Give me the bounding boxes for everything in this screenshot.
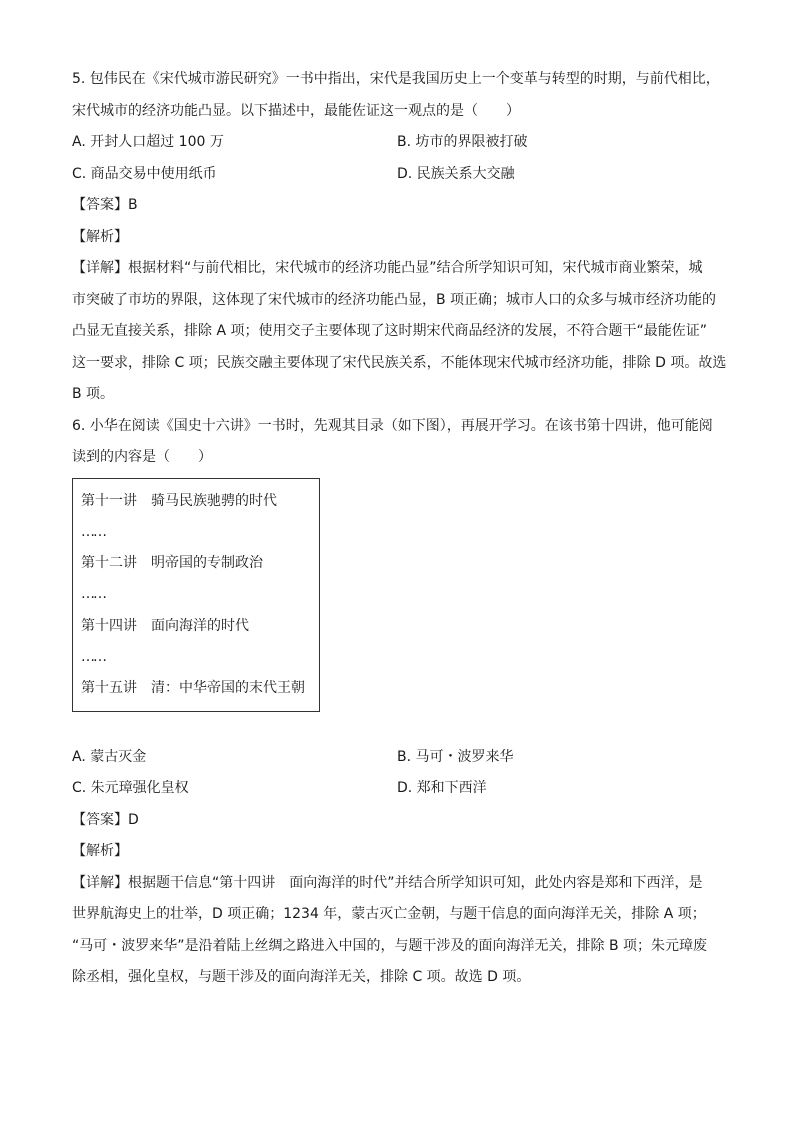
answer-tag: 【答案】 [72,197,128,213]
question-6-options-row-2 [72,773,722,805]
question-5-detail-line-3: 凸显无直接关系，排除 A 项；使用交子主要体现了这时期宋代商品经济的发展，不符合题干“最能佐证” [72,323,707,339]
question-6-answer [72,805,722,837]
answer-tag: 【答案】 [72,811,128,828]
detail-text: 根据材料“与前代相比，宋代城市的经济功能凸显”结合所学知识可知，宋代城市商业繁荣，城 [128,260,703,276]
toc-ellipsis: …… [81,648,105,665]
option-d: D. 民族关系大交融 [397,165,515,182]
question-6-stem-line-2: 读到的内容是（ ） [72,449,212,465]
question-5-answer [72,190,722,222]
toc-ellipsis: …… [81,523,105,540]
document-page [72,64,727,994]
option-b: B. 坊市的界限被打破 [397,134,528,150]
toc-item: 第十一讲 骑马民族驰骋的时代 [81,492,277,509]
option-c: C. 商品交易中使用纸币 [72,165,217,182]
question-5-options-row-1 [72,127,722,159]
option-c: C. 朱元璋强化皇权 [72,780,189,797]
question-5-detail-line-1 [72,253,722,285]
question-6-options-row-1 [72,742,722,774]
answer-value: B [128,197,138,213]
question-6-stem-line-1: 6. 小华在阅读《国史十六讲》一书时，先观其目录（如下图），再展开学习。在该书第十四讲，他可能阅 [72,417,713,434]
detail-tag: 【详解】 [72,260,128,276]
detail-tag: 【详解】 [72,874,128,891]
question-6-analysis-tag: 【解析】 [72,843,128,860]
question-5-detail-line-4: 这一要求，排除 C 项；民族交融主要体现了宋代民族关系，不能体现宋代城市经济功能，排除 D 项。故选 [72,354,727,371]
question-5-stem-line-1: 5. 包伟民在《宋代城市游民研究》一书中指出，宋代是我国历史上一个变革与转型的时期，与前代相比， [72,71,720,87]
question-5-stem-line-2: 宋代城市的经济功能凸显。以下描述中，最能佐证这一观点的是（ ） [72,102,520,119]
question-5-detail-line-5: B 项。 [72,386,115,402]
question-5 [72,64,727,411]
option-b: B. 马可・波罗来华 [397,748,514,765]
toc-item: 第十五讲 清：中华帝国的末代王朝 [81,680,305,697]
toc-ellipsis: …… [81,586,105,603]
toc-item: 第十四讲 面向海洋的时代 [81,617,249,634]
toc-item: 第十二讲 明帝国的专制政治 [81,555,263,572]
option-a: A. 开封人口超过 100 万 [72,134,224,150]
question-6-detail-line-2: 世界航海史上的壮举，D 项正确；1234 年，蒙古灭亡金朝，与题干信息的面向海洋无关，排除 A 项； [72,906,706,923]
question-6-detail-line-1 [72,868,722,900]
question-6 [72,411,722,994]
table-of-contents-box [72,478,320,712]
option-a: A. 蒙古灭金 [72,748,147,765]
question-5-analysis-tag: 【解析】 [72,228,128,245]
question-5-options-row-2 [72,159,722,191]
option-d: D. 郑和下西洋 [397,780,487,797]
question-6-detail-line-3: “马可・波罗来华”是沿着陆上丝绸之路进入中国的，与题干涉及的面向海洋无关，排除 B 项；朱元璋废 [72,937,708,954]
question-5-detail-line-2: 市突破了市坊的界限，这体现了宋代城市的经济功能凸显，B 项正确；城市人口的众多与城市经济功能的 [72,291,717,308]
answer-value: D [128,811,139,828]
question-6-detail-line-4: 除丞相，强化皇权，与题干涉及的面向海洋无关，排除 C 项。故选 D 项。 [72,969,531,986]
detail-text: 根据题干信息“第十四讲 面向海洋的时代”并结合所学知识可知，此处内容是郑和下西洋，是 [128,874,703,891]
